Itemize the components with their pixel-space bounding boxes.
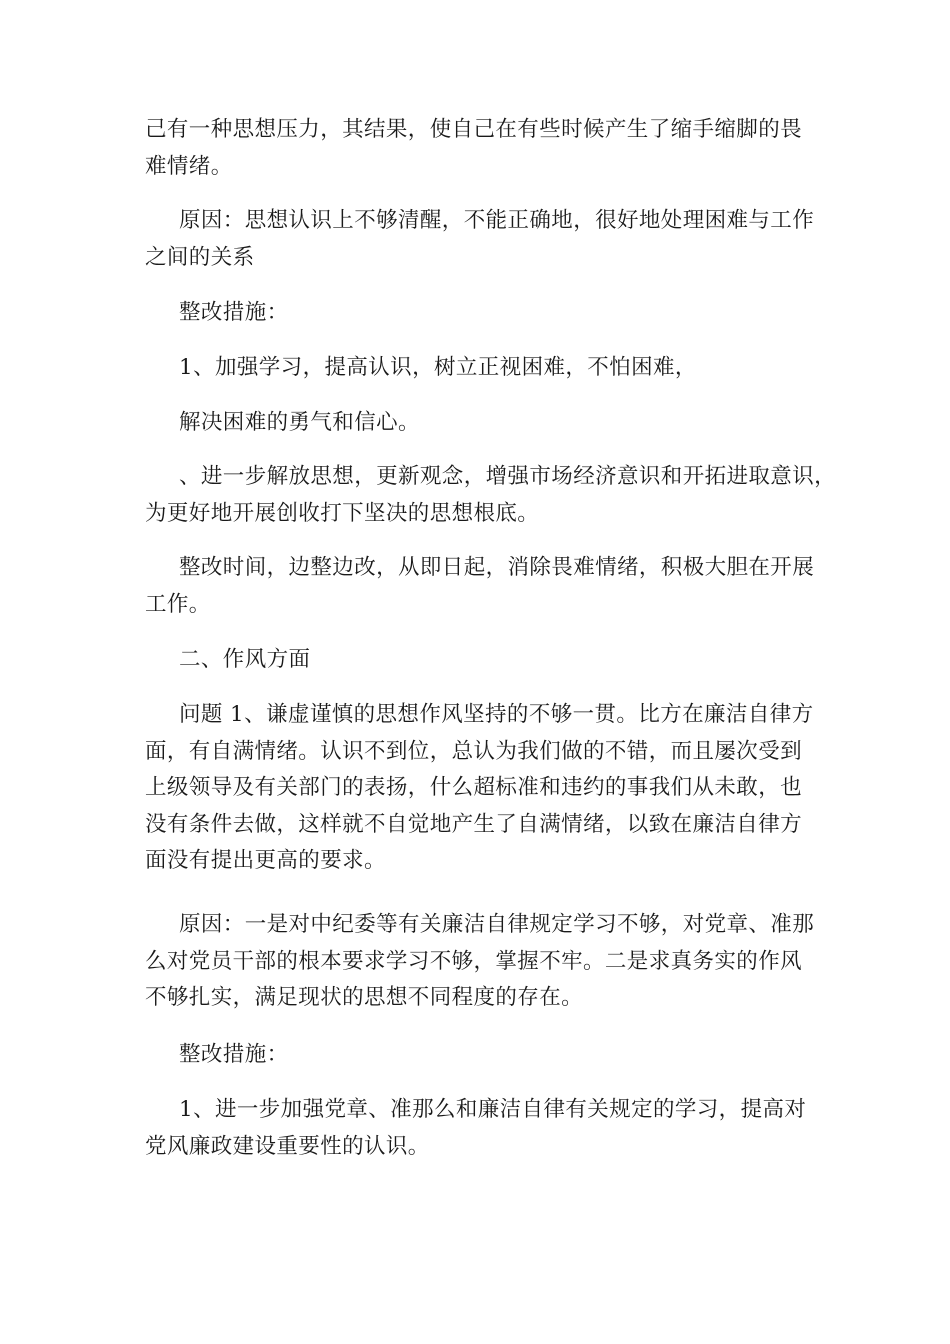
- paragraph-6: [145, 459, 836, 532]
- paragraph-3: [145, 295, 289, 332]
- paragraph-line: 上级领导及有关部门的表扬，什么超标准和违约的事我们从未敢，也: [145, 775, 803, 800]
- paragraph-line: 二、作风方面: [179, 647, 311, 672]
- paragraph-4: [145, 350, 697, 387]
- paragraph-line: 原因：一是对中纪委等有关廉洁自律规定学习不够，对党章、准那: [179, 912, 815, 937]
- paragraph-line: 整改措施：: [179, 300, 289, 325]
- paragraph-7: [145, 550, 814, 623]
- section-heading: [145, 642, 310, 679]
- paragraph-line: 面没有提出更高的要求。: [145, 848, 386, 873]
- paragraph-12: [145, 1092, 806, 1165]
- paragraph-line: 么对党员干部的根本要求学习不够，掌握不牢。二是求真务实的作风: [145, 948, 803, 974]
- paragraph-line: 工作。: [145, 591, 211, 617]
- paragraph-line: 难情绪。: [145, 153, 233, 179]
- paragraph-10: [145, 907, 814, 1017]
- paragraph-line: 1、加强学习，提高认识，树立正视困难，不怕困难，: [179, 355, 697, 380]
- paragraph-2: [145, 203, 814, 276]
- paragraph-line: 己有一种思想压力，其结果，使自己在有些时候产生了缩手缩脚的畏: [145, 117, 803, 142]
- paragraph-line: 面，有自满情绪。认识不到位，总认为我们做的不错，而且屡次受到: [145, 738, 803, 764]
- paragraph-line: 1、进一步加强党章、准那么和廉洁自律有关规定的学习，提高对: [179, 1097, 807, 1122]
- paragraph-line: 解决困难的勇气和信心。: [179, 410, 420, 435]
- paragraph-line: 党风廉政建设重要性的认识。: [145, 1133, 430, 1159]
- paragraph-11: [145, 1037, 289, 1074]
- paragraph-line: 、进一步解放思想，更新观念，增强市场经济意识和开拓进取意识，: [179, 464, 837, 489]
- paragraph-line: 整改措施：: [179, 1042, 289, 1067]
- paragraph-1: [145, 112, 802, 185]
- paragraph-line: 为更好地开展创收打下坚决的思想根底。: [145, 500, 540, 526]
- paragraph-line: 之间的关系: [145, 244, 255, 270]
- paragraph-5: [145, 405, 420, 442]
- paragraph-line: 没有条件去做，这样就不自觉地产生了自满情绪，以致在廉洁自律方: [145, 811, 803, 837]
- paragraph-9: [145, 697, 814, 880]
- paragraph-line: 不够扎实，满足现状的思想不同程度的存在。: [145, 985, 584, 1010]
- paragraph-line: 整改时间，边整边改，从即日起，消除畏难情绪，积极大胆在开展: [179, 555, 815, 580]
- paragraph-line: 问题 1、谦虚谨慎的思想作风坚持的不够一贯。比方在廉洁自律方: [179, 702, 814, 727]
- paragraph-line: 原因：思想认识上不够清醒，不能正确地，很好地处理困难与工作: [179, 208, 815, 233]
